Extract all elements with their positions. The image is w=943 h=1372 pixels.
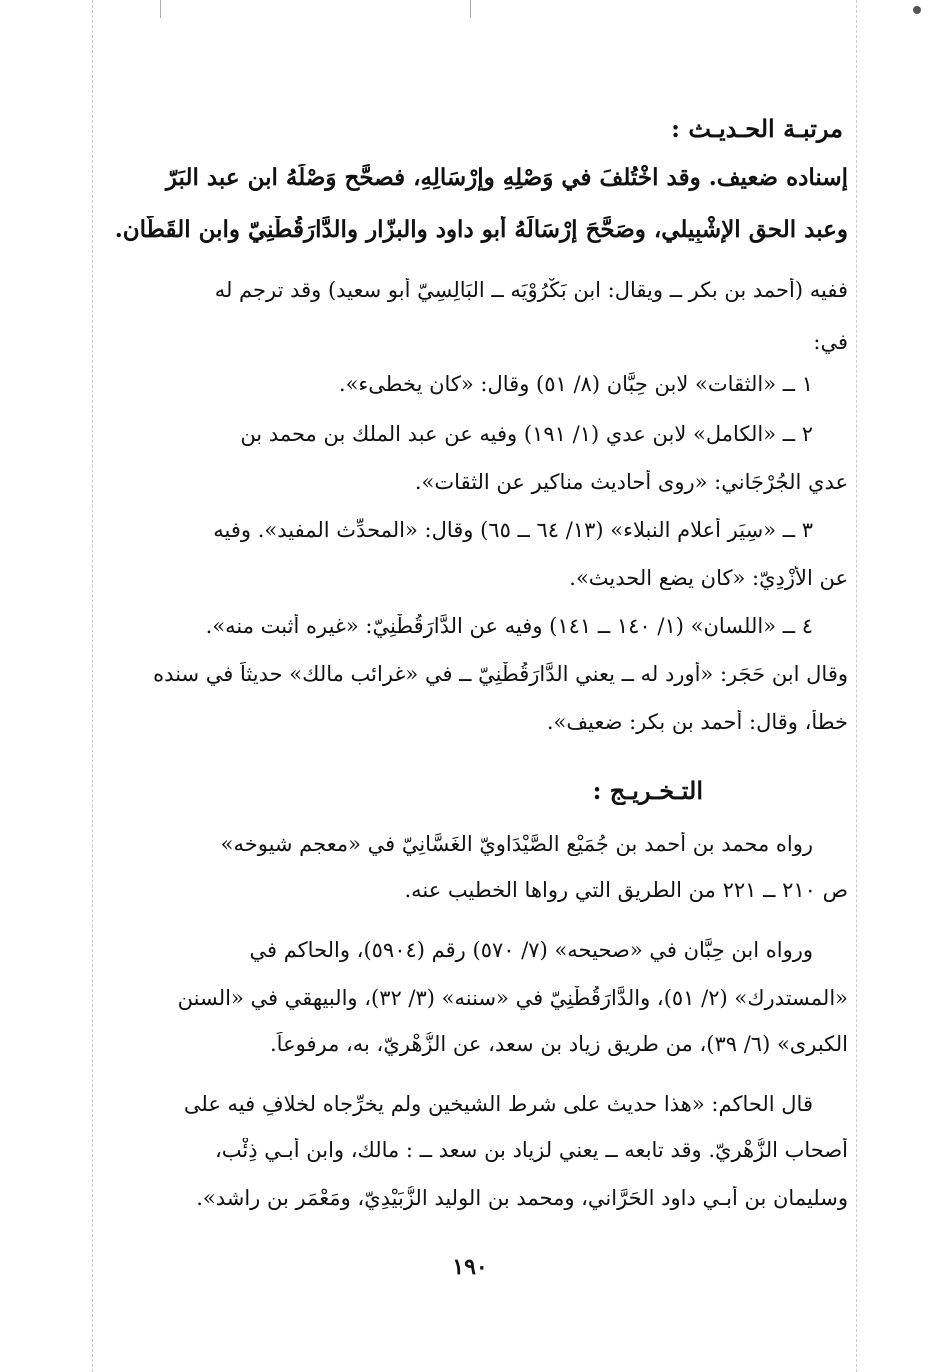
takhrij-line: قال الحاكم: «هذا حديث على شرط الشيخين ولم يخرِّجاه لخلافٍ فيه على bbox=[183, 1092, 813, 1116]
takhrij-line: ورواه ابن حِبَّان في «صحيحه» (٧/ ٥٧٠) رقم (٥٩٠٤)، والحاكم في bbox=[249, 938, 813, 962]
section-heading-takhrij: التـخـريـج : bbox=[592, 776, 703, 805]
crop-mark bbox=[160, 0, 161, 18]
narrator-line: ففيه (أحمد بن بكر ــ ويقال: ابن بَكْرُوْيَه ــ البَالِسِيّ أبو سعيد) وقد ترجم له bbox=[214, 278, 848, 302]
takhrij-line: ص ٢١٠ ــ ٢٢١ من الطريق التي رواها الخطيب عنه. bbox=[404, 878, 848, 902]
takhrij-line: رواه محمد بن أحمد بن جُمَيْع الصَّيْدَاوِيّ الغَسَّانِيّ في «معجم شيوخه» bbox=[220, 832, 813, 856]
narrator-line: عن الأَزْدِيّ: «كان يضع الحديث». bbox=[569, 566, 848, 590]
page-number: ١٩٠ bbox=[452, 1254, 488, 1280]
narrator-line: ١ ــ «الثقات» لابن حِبَّان (٨/ ٥١) وقال: «كان يخطىء». bbox=[338, 372, 813, 396]
section-heading-hadith-status: مرتبـة الحـديـث : bbox=[671, 114, 843, 143]
narrator-line: ٢ ــ «الكامل» لابن عدي (١/ ١٩١) وفيه عن عبد الملك بن محمد بن bbox=[240, 422, 813, 446]
narrator-line: ٤ ــ «اللسان» (١/ ١٤٠ ــ ١٤١) وفيه عن الدَّارَقُطْنِيّ: «غيره أثبت منه». bbox=[205, 614, 813, 638]
page-frame-left-line bbox=[92, 0, 93, 1372]
status-line: وعبد الحق الإشْبِيلي، وصَحَّحَ إرْسَالَهُ أبو داود والبزّار والدَّارَقُطْنِيّ وابن القَطَّان. bbox=[114, 216, 848, 243]
crop-mark bbox=[470, 0, 471, 18]
takhrij-line: وسليمان بن أبـي داود الحَرَّاني، ومحمد بن الوليد الزُّبَيْدِيّ، ومَعْمَر بن راشد». bbox=[196, 1186, 848, 1210]
takhrij-line: أصحاب الزُّهْرِيّ. وقد تابعه ــ يعني لزياد بن سعد ــ : مالك، وابن أبـي ذِئْب، bbox=[214, 1138, 848, 1162]
status-line: إسناده ضعيف. وقد اخْتُلفَ في وَصْلِهِ وإرْسَالِهِ، فصحَّح وَصْلَهُ ابن عبد البَرّ bbox=[165, 164, 848, 191]
takhrij-line: الكبرى» (٦/ ٣٩)، من طريق زياد بن سعد، عن الزُّهْرِيّ، به، مرفوعاً. bbox=[270, 1032, 848, 1056]
narrator-line: وقال ابن حَجَر: «أورد له ــ يعني الدَّارَقُطْنِيّ ــ في «غرائب مالك» حديثاً في سنده bbox=[153, 662, 848, 686]
narrator-line: خطأ، وقال: أحمد بن بكر: ضعيف». bbox=[546, 710, 848, 734]
narrator-line: ٣ ــ «سِيَر أعلام النبلاء» (١٣/ ٦٤ ــ ٦٥) وقال: «المحدِّث المفيد». وفيه bbox=[213, 518, 813, 542]
page-frame-right-line bbox=[856, 0, 857, 1372]
narrator-line: في: bbox=[813, 330, 848, 354]
narrator-line: عدي الجُرْجَاني: «روى أحاديث مناكير عن الثقات». bbox=[414, 470, 848, 494]
scan-dot-mark bbox=[913, 6, 921, 14]
takhrij-line: «المستدرك» (٢/ ٥١)، والدَّارَقُطْنِيّ في «سننه» (٣/ ٣٢)، والبيهقي في «السنن bbox=[177, 986, 848, 1010]
